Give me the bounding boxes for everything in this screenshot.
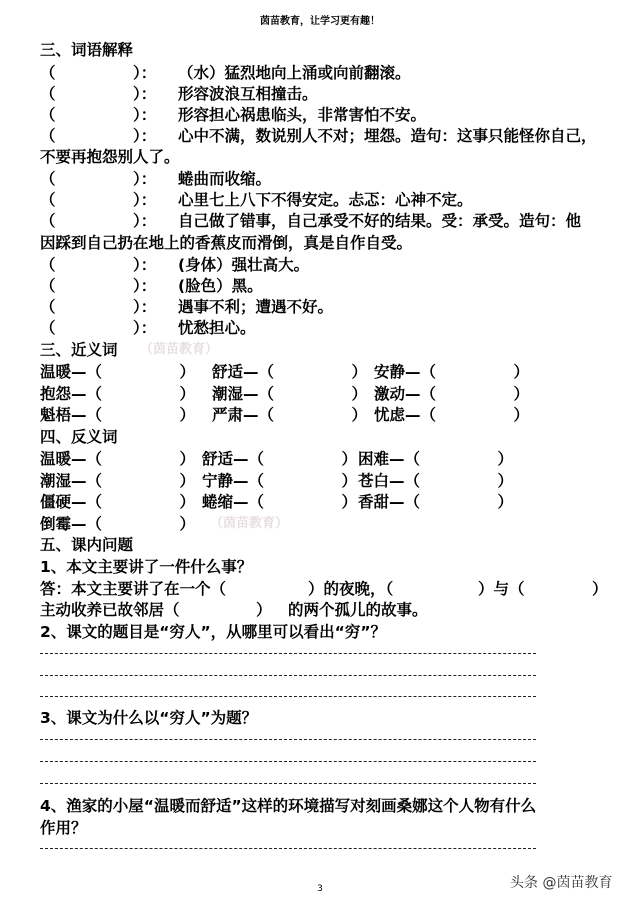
synonym-item: 潮湿—（ ） (212, 385, 368, 403)
definition-text: 蜷曲而收缩。 (178, 170, 272, 188)
answer-line (40, 848, 536, 849)
antonym-item: 困难—（ ） (358, 450, 514, 468)
definition-text: 形容担心祸患临头，非常害怕不安。 (178, 106, 427, 124)
answer-blank: （ ）： (40, 256, 157, 274)
watermark: （茵苗教育） (210, 516, 289, 531)
definition-text: 心中不满，数说别人不对；埋怨。造句：这事只能怪你自己， (178, 127, 597, 145)
synonym-item: 忧虑—（ ） (374, 406, 530, 424)
answer-line (40, 739, 536, 740)
answer-blank: （ ）： (40, 106, 157, 124)
answer-line (40, 675, 536, 676)
antonym-item: 温暖—（ ） (40, 450, 196, 468)
page-header: 茵苗教育，让学习更有趣！ (260, 16, 380, 27)
antonym-item: 舒适—（ ） (202, 450, 358, 468)
definition-text: (身体）强壮高大。 (178, 256, 310, 274)
question-2: 2、课文的题目是“穷人”，从哪里可以看出“穷”？ (40, 623, 387, 641)
antonym-item: 蜷缩—（ ） (202, 493, 358, 511)
definition-text: 遇事不利；遭遇不好。 (178, 298, 334, 316)
question-4-line-1: 4、渔家的小屋“温暖而舒适”这样的环境描写对刻画桑娜这个人物有什么 (40, 797, 537, 815)
answer-blank: （ ）： (40, 64, 157, 82)
answer-blank: （ ）： (40, 170, 157, 188)
definition-text: 形容波浪互相撞击。 (178, 85, 318, 103)
question-1: 1、本文主要讲了一件什么事？ (40, 558, 253, 576)
definition-text: 自己做了错事，自己承受不好的结果。受：承受。造句：他 (178, 212, 582, 230)
definition-text: 心里七上八下不得安定。忐忑：心神不定。 (178, 191, 473, 209)
answer-line (40, 653, 536, 654)
answer-blank: （ ）： (40, 127, 157, 145)
answer-text: ） (592, 580, 608, 598)
answer-text: ）与（ (478, 580, 525, 598)
answer-blank: （ ）： (40, 191, 157, 209)
answer-blank: （ ）： (40, 319, 157, 337)
synonym-item: 激动—（ ） (374, 385, 530, 403)
section-title-antonyms: 四、反义词 (40, 428, 118, 446)
synonym-item: 温暖—（ ） (40, 363, 196, 381)
definition-continuation: 因踩到自己扔在地上的香蕉皮而滑倒，真是自作自受。 (40, 234, 413, 252)
synonym-item: 抱怨—（ ） (40, 385, 196, 403)
answer-text: 答：本文主要讲了在一个（ (40, 580, 227, 598)
definition-continuation: 不要再抱怨别人了。 (40, 148, 180, 166)
answer-line (40, 761, 536, 762)
answer-blank: （ ）： (40, 277, 157, 295)
answer-line (40, 783, 536, 784)
answer-blank: （ ）： (40, 298, 157, 316)
antonym-item: 潮湿—（ ） (40, 472, 196, 490)
answer-text: 主动收养已故邻居（ (40, 601, 180, 619)
answer-blank: （ ）： (40, 212, 157, 230)
antonym-item: 宁静—（ ） (202, 472, 358, 490)
synonym-item: 严肃—（ ） (212, 406, 368, 424)
definition-text: （水）猛烈地向上涌或向前翻滚。 (178, 64, 411, 82)
question-3: 3、课文为什么以“穷人”为题？ (40, 709, 258, 727)
answer-text: 的两个孤儿的故事。 (288, 601, 428, 619)
answer-text: ） (256, 601, 272, 619)
watermark: （茵苗教育） (140, 342, 219, 357)
section-title-questions: 五、课内问题 (40, 536, 134, 554)
synonyms-title: 三、近义词 (40, 341, 118, 359)
brand-watermark: 头条 @茵苗教育 (510, 875, 613, 891)
synonym-item: 舒适—（ ） (212, 363, 368, 381)
synonym-item: 安静—（ ） (374, 363, 530, 381)
synonym-item: 魁梧—（ ） (40, 406, 196, 424)
antonym-item: 僵硬—（ ） (40, 493, 196, 511)
section-title-word-explanation: 三、词语解释 (40, 41, 134, 59)
antonym-item: 香甜—（ ） (358, 493, 514, 511)
question-4-line-2: 作用？ (40, 819, 87, 837)
definition-text: (脸色）黑。 (178, 277, 263, 295)
definition-text: 忧愁担心。 (178, 319, 256, 337)
answer-line (40, 696, 536, 697)
answer-blank: （ ）： (40, 85, 157, 103)
page-number: 3 (317, 884, 323, 894)
antonym-item: 苍白—（ ） (358, 472, 514, 490)
antonym-item: 倒霉—（ ） (40, 515, 196, 533)
answer-text: ）的夜晚，（ (308, 580, 394, 598)
